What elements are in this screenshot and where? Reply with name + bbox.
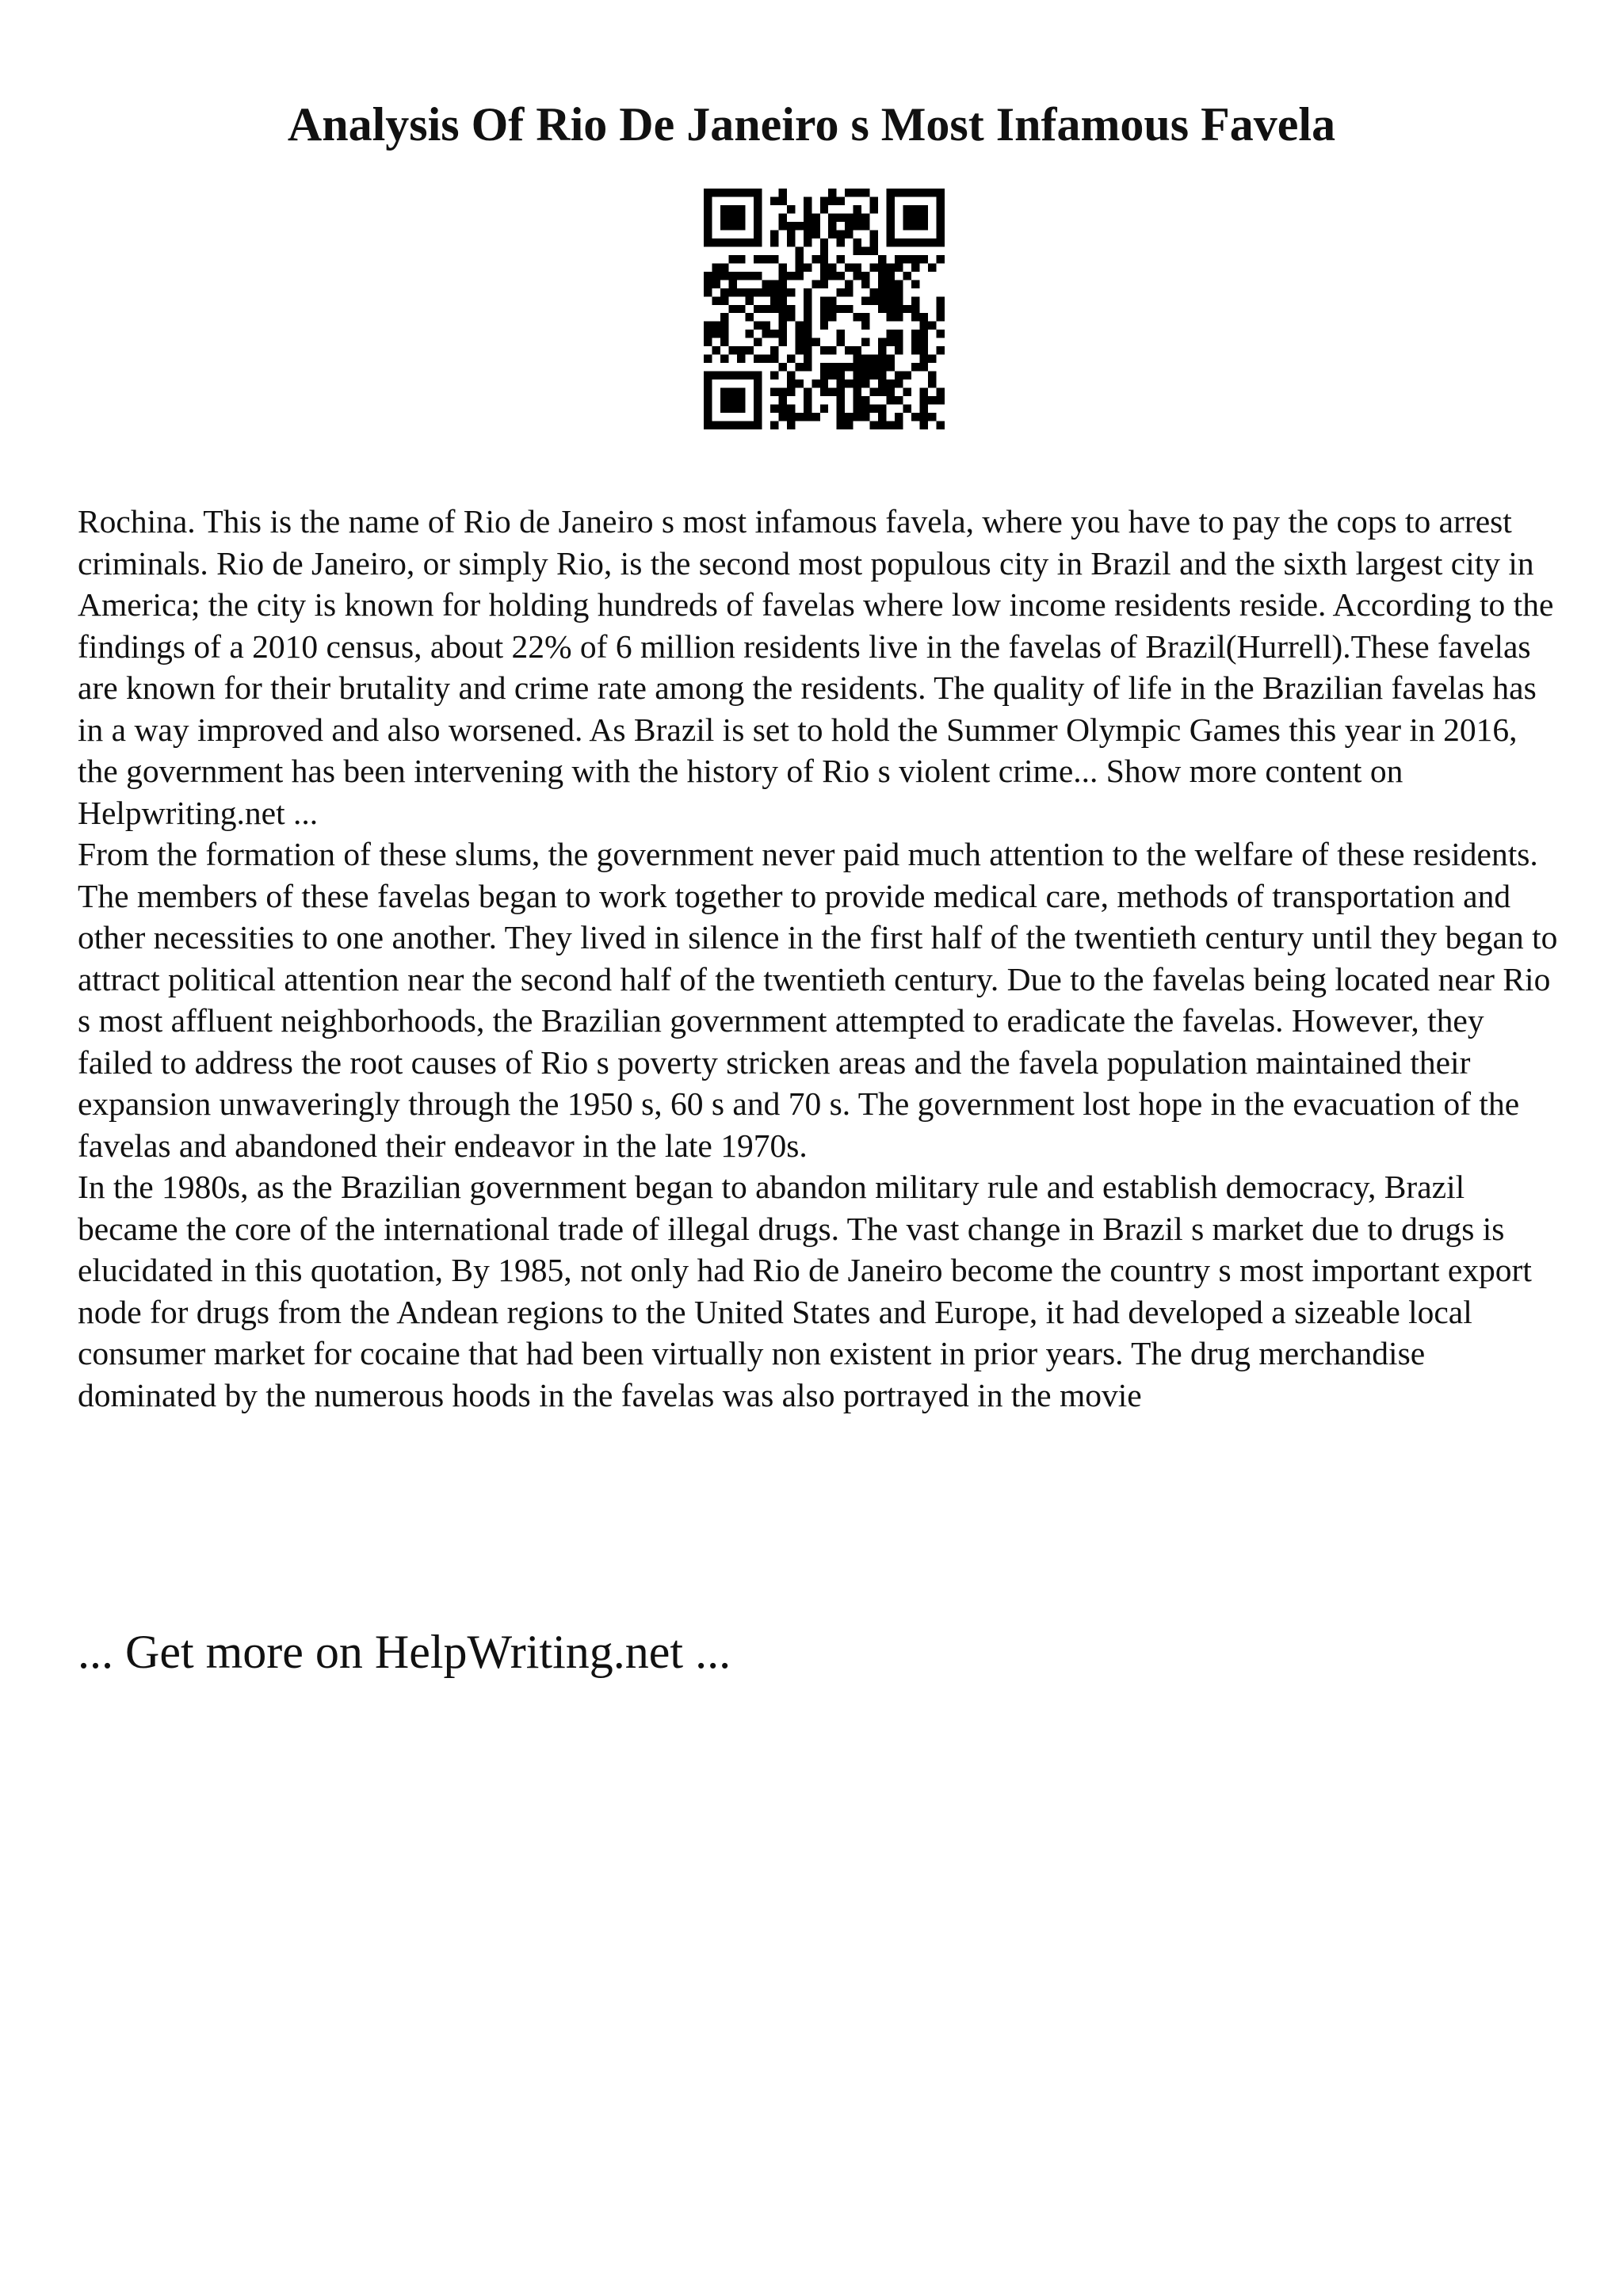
paragraph-1: Rochina. This is the name of Rio de Janeiro s most infamous favela, where you have to pay the cops to arrest criminals. Rio de Janeiro, or simply Rio, is the second most populous city in Brazil and the sixth largest city in America; the city is known for holding hundreds of favelas where low income residents reside. According to the findings of a 2010 census, about 22% of 6 million residents live in the favelas of Brazil(Hurrell).These favelas are known for their brutality and crime rate among the residents. The quality of life in the Brazilian favelas has in a way improved and also worsened. As Brazil is set to hold the Summer Olympic Games this year in 2016, the government has been intervening with the history of Rio s violent crime... Show more content on Helpwriting.net ... — [78, 503, 1554, 831]
document-title: Analysis Of Rio De Janeiro s Most Infamous Favela — [287, 98, 1336, 151]
get-more-link[interactable]: ... Get more on HelpWriting.net ... — [78, 1626, 731, 1678]
paragraph-2: From the formation of these slums, the government never paid much attention to the welfare of these residents. The members of these favelas began to work together to provide medical care, methods of transportation and other necessities to one another. They lived in silence in the first half of the twentieth century until they began to attract political attention near the second half of the twentieth century. Due to the favelas being located near Rio s most affluent neighborhoods, the Brazilian government attempted to eradicate the favelas. However, they failed to address the root causes of Rio s poverty stricken areas and the favela population maintained their expansion unwaveringly through the 1950 s, 60 s and 70 s. The government lost hope in the evacuation of the favelas and abandoned their endeavor in the late 1970s. — [78, 836, 1558, 1164]
paragraph-3: In the 1980s, as the Brazilian government began to abandon military rule and establish democracy, Brazil became the core of the international trade of illegal drugs. The vast change in Brazil s market due to drugs is elucidated in this quotation, By 1985, not only had Rio de Janeiro become the country s most important export node for drugs from the Andean regions to the United States and Europe, it had developed a sizeable local consumer market for cocaine that had been virtually non existent in prior years. The drug merchandise dominated by the numerous hoods in the favelas was also portrayed in the movie — [78, 1169, 1532, 1413]
qr-code-icon — [704, 189, 945, 429]
document-body — [78, 501, 1560, 1416]
